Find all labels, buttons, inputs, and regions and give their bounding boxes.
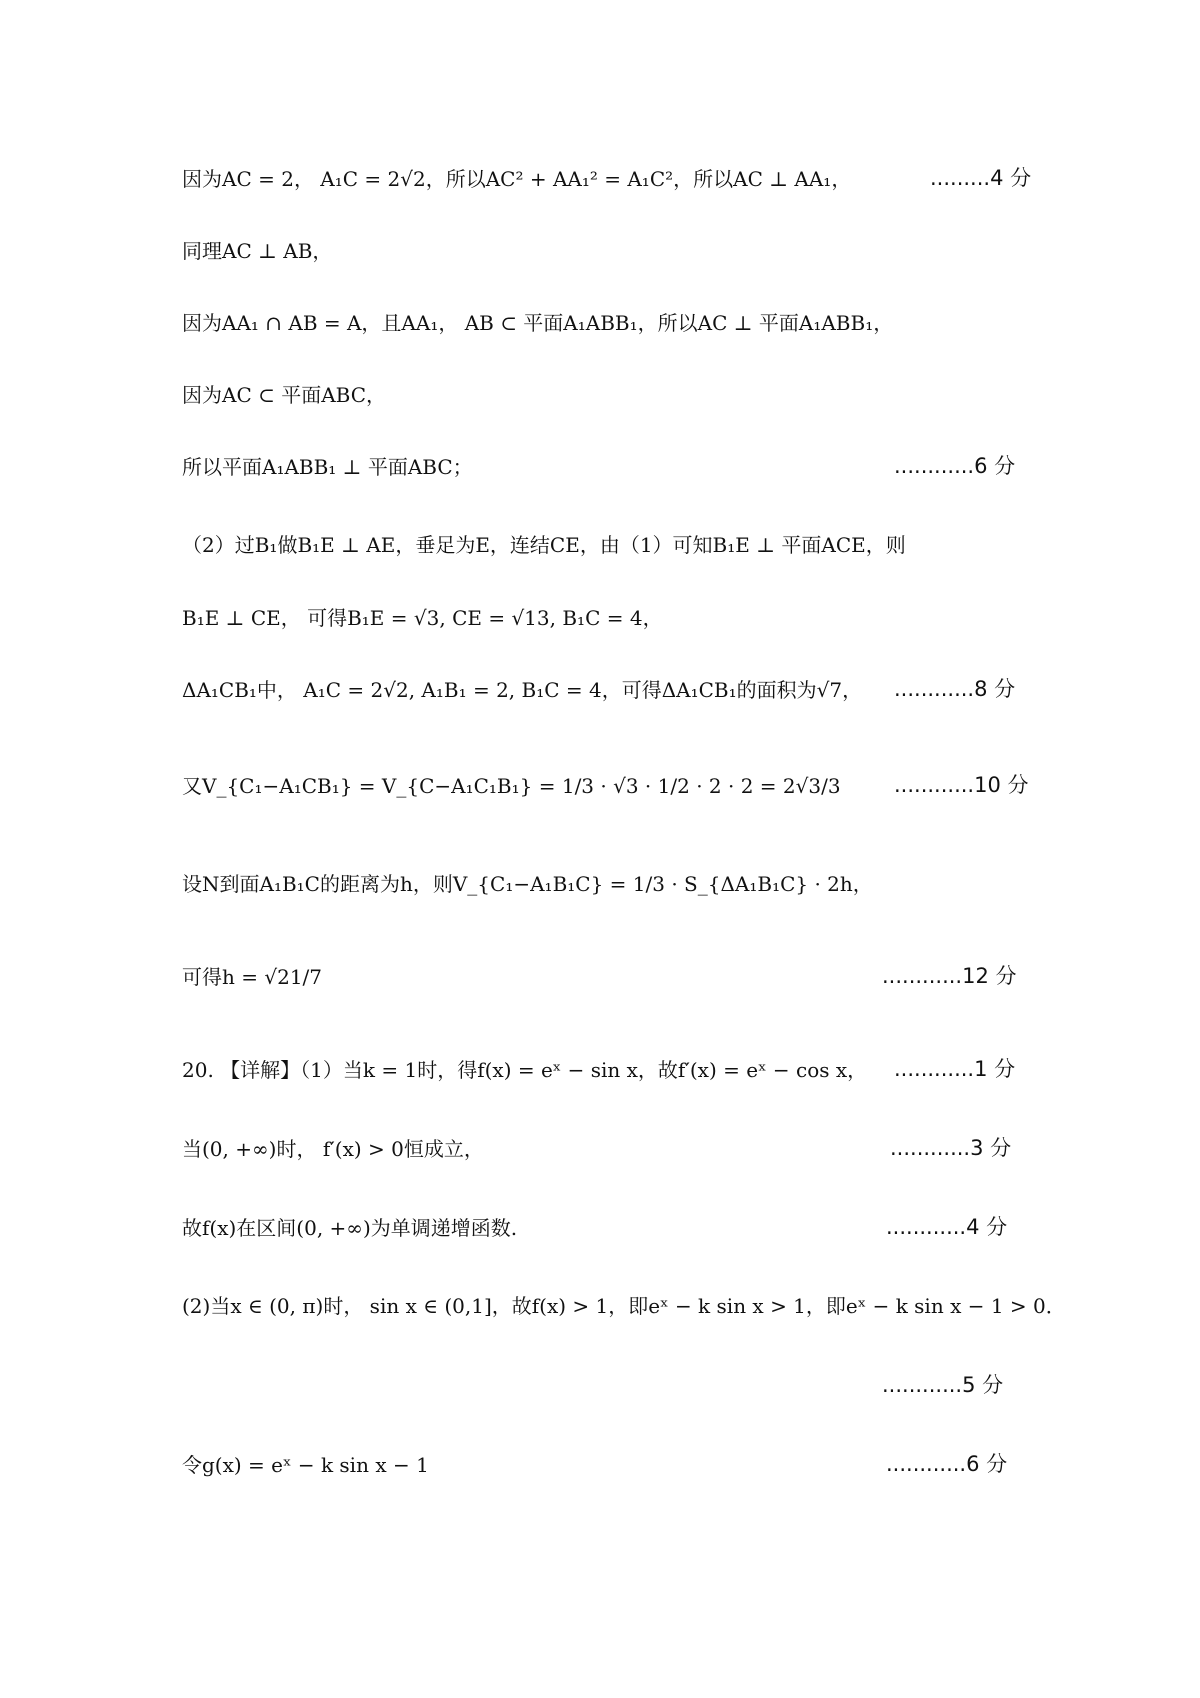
line-10-text: 设N到面A₁B₁C的距离为h，则V_{C₁−A₁B₁C} = 1/3 · S_{ΔA₁B₁C} · 2h， <box>182 871 873 896</box>
line-9-text: 又V_{C₁−A₁CB₁} = V_{C−A₁C₁B₁} = 1/3 · √3 · 1/2 · 2 · 2 = 2√3/3 <box>182 773 841 798</box>
line-4-text: 因为AC ⊂ 平面ABC， <box>182 382 387 407</box>
score-10: ............10 分 <box>894 773 1029 797</box>
line-7 <box>182 591 1052 641</box>
line-9 <box>182 759 1052 809</box>
line-8-text: ΔA₁CB₁中， A₁C = 2√2, A₁B₁ = 2, B₁C = 4，可得ΔA₁CB₁的面积为√7， <box>182 677 863 702</box>
line-1 <box>182 152 1052 202</box>
score-3: ............3 分 <box>890 1136 1012 1160</box>
score-5: ............5 分 <box>882 1373 1004 1397</box>
score-6b: ............6 分 <box>886 1452 1008 1476</box>
line-11 <box>182 950 1052 1000</box>
line-13 <box>182 1122 1052 1172</box>
line-4 <box>182 368 1052 418</box>
line-2-text: 同理AC ⊥ AB， <box>182 238 333 263</box>
score-8: ............8 分 <box>894 677 1016 701</box>
score-12: ............12 分 <box>882 964 1017 988</box>
line-7-text: B₁E ⊥ CE， 可得B₁E = √3, CE = √13, B₁C = 4， <box>182 605 663 630</box>
line-14-text: 故f(x)在区间(0, +∞)为单调递增函数. <box>182 1215 518 1240</box>
line-17 <box>182 1438 1052 1488</box>
line-17-text: 令g(x) = eˣ − k sin x − 1 <box>182 1452 429 1477</box>
line-5-text: 所以平面A₁ABB₁ ⊥ 平面ABC； <box>182 454 473 479</box>
line-2 <box>182 224 1052 274</box>
line-10 <box>182 857 1052 907</box>
line-3 <box>182 296 1052 346</box>
line-13-text: 当(0, +∞)时， f′(x) > 0恒成立， <box>182 1136 484 1161</box>
line-11-text: 可得h = √21/7 <box>182 964 323 989</box>
line-5 <box>182 440 1052 490</box>
line-3-text: 因为AA₁ ∩ AB = A，且AA₁， AB ⊂ 平面A₁ABB₁，所以AC ⊥ 平面A₁ABB₁， <box>182 310 894 335</box>
line-6 <box>182 518 1052 568</box>
line-16 <box>182 1359 1052 1409</box>
line-8 <box>182 663 1052 713</box>
line-14 <box>182 1201 1052 1251</box>
line-15-text: (2)当x ∈ (0, π)时， sin x ∈ (0,1]，故f(x) > 1，即eˣ − k sin x > 1，即eˣ − k sin x − 1 > 0． <box>182 1293 1066 1318</box>
line-1-text: 因为AC = 2， A₁C = 2√2，所以AC² + AA₁² = A₁C²，所以AC ⊥ AA₁， <box>182 166 852 191</box>
line-12-text: 20. 【详解】（1）当k = 1时，得f(x) = eˣ − sin x，故f′(x) = eˣ − cos x， <box>182 1057 868 1082</box>
score-6: ............6 分 <box>894 454 1016 478</box>
line-6-text: （2）过B₁做B₁E ⊥ AE，垂足为E，连结CE，由（1）可知B₁E ⊥ 平面ACE，则 <box>182 532 906 557</box>
score-4: .........4 分 <box>930 166 1032 190</box>
score-4b: ............4 分 <box>886 1215 1008 1239</box>
line-15 <box>182 1279 1066 1329</box>
score-1: ............1 分 <box>894 1057 1016 1081</box>
line-12 <box>182 1043 1052 1093</box>
